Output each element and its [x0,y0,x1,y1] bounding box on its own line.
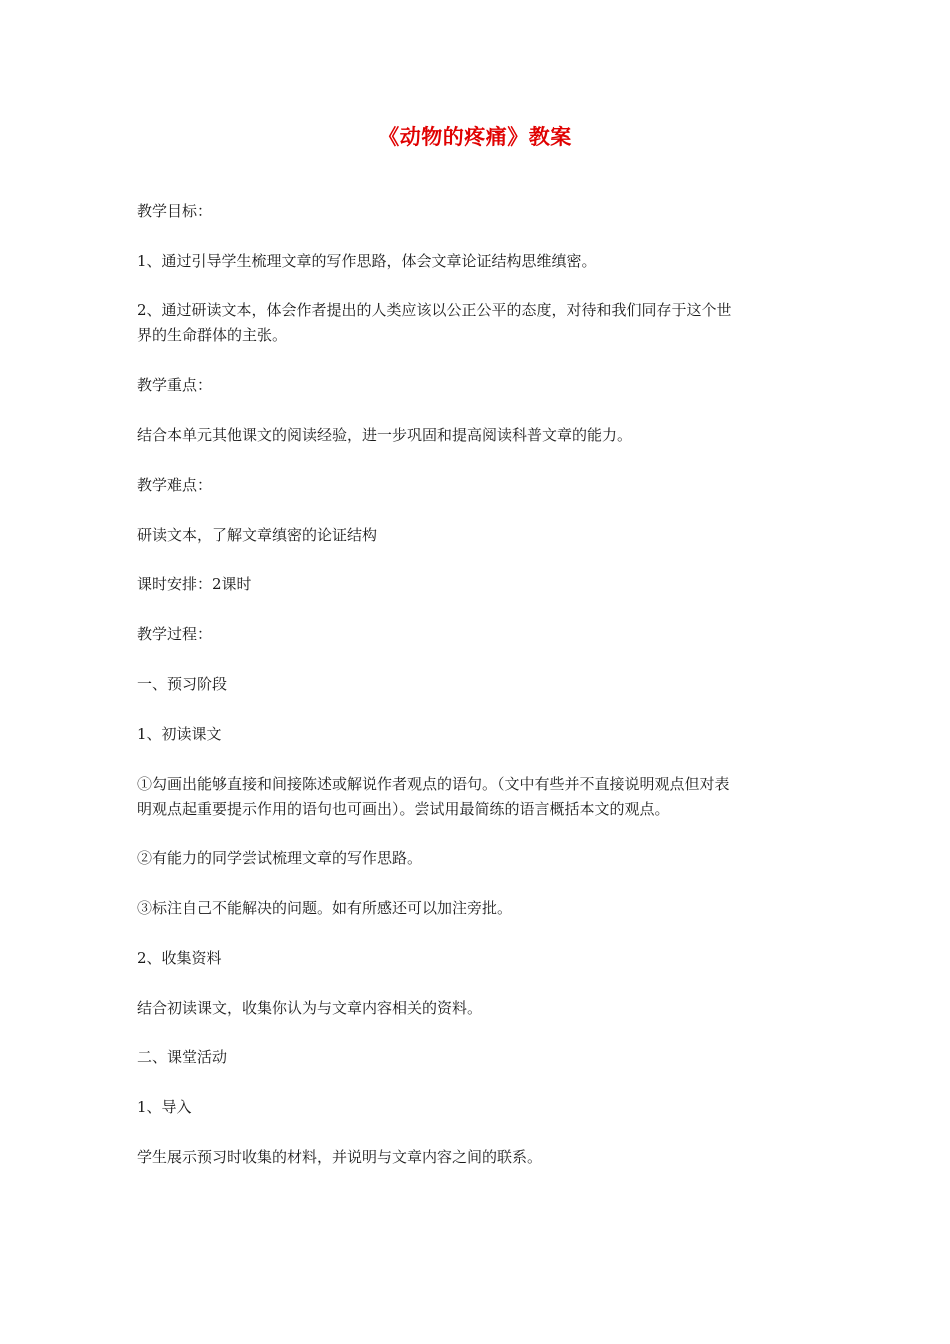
item-2: ②有能力的同学尝试梳理文章的写作思路。 [137,849,423,867]
heading-key-points: 教学重点： [137,376,213,394]
item-1-line-1: ①勾画出能够直接和间接陈述或解说作者观点的语句。（文中有些并不直接说明观点但对表 [137,775,730,793]
heading-difficulties: 教学难点： [137,476,213,494]
goal-2-line-2: 界的生命群体的主张。 [137,326,288,344]
class-hours: 课时安排：2课时 [137,575,252,593]
subsection-collect-materials: 2、收集资料 [137,949,222,967]
collect-materials-text: 结合初读课文，收集你认为与文章内容相关的资料。 [137,999,483,1017]
key-point-text: 结合本单元其他课文的阅读经验，进一步巩固和提高阅读科普文章的能力。 [137,426,633,444]
heading-teaching-goals: 教学目标： [137,202,213,220]
introduction-text: 学生展示预习时收集的材料，并说明与文章内容之间的联系。 [137,1148,543,1166]
difficulty-text: 研读文本，了解文章缜密的论证结构 [137,526,378,544]
subsection-introduction: 1、导入 [137,1098,192,1116]
section-preview-stage: 一、预习阶段 [137,675,228,693]
item-3: ③标注自己不能解决的问题。如有所感还可以加注旁批。 [137,899,513,917]
section-class-activity: 二、课堂活动 [137,1048,228,1066]
goal-2-line-1: 2、通过研读文本，体会作者提出的人类应该以公正公平的态度，对待和我们同存于这个世 [137,301,732,319]
document-title: 《动物的疼痛》教案 [378,124,572,149]
item-1-line-2: 明观点起重要提示作用的语句也可画出）。尝试用最简练的语言概括本文的观点。 [137,800,670,818]
subsection-first-reading: 1、初读课文 [137,725,222,743]
heading-teaching-process: 教学过程： [137,625,213,643]
goal-1: 1、通过引导学生梳理文章的写作思路，体会文章论证结构思维缜密。 [137,252,597,270]
